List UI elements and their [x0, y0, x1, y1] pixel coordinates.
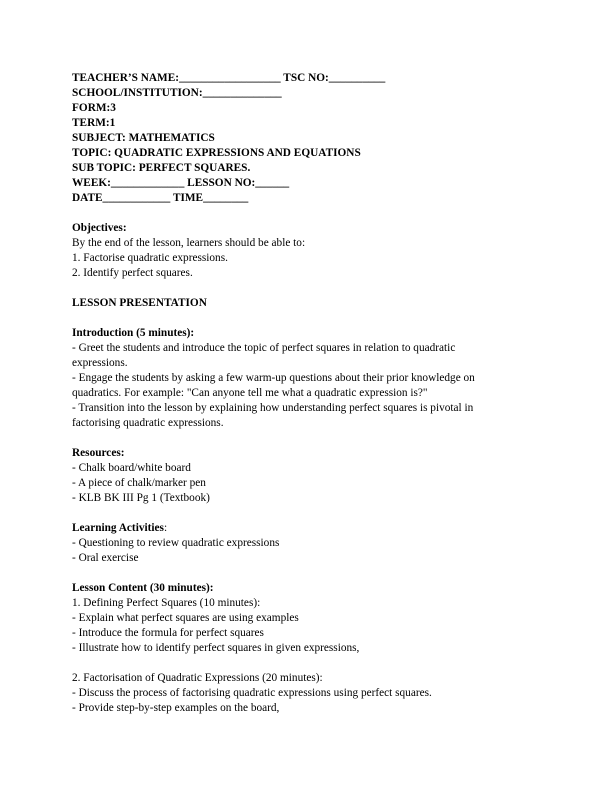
lesson-plan-document — [72, 71, 542, 731]
learning-activities-line: - Oral exercise — [72, 552, 139, 564]
subject-line: SUBJECT: MATHEMATICS — [72, 132, 215, 144]
introduction-line: - Greet the students and introduce the topic of perfect squares in relation to quadratic — [72, 342, 456, 354]
lesson-content-section — [72, 581, 542, 656]
lesson-content-line: - Discuss the process of factorising quadratic expressions using perfect squares. — [72, 687, 432, 699]
learning-activities-line: - Questioning to review quadratic expressions — [72, 537, 280, 549]
term-line: TERM:1 — [72, 117, 116, 129]
learning-activities-heading-row — [72, 521, 542, 536]
week-line: WEEK:_____________ LESSON NO:______ — [72, 177, 290, 189]
introduction-section — [72, 326, 542, 431]
learning-activities-section — [72, 521, 542, 566]
lesson-content-part2 — [72, 671, 542, 716]
resources-line: - Chalk board/white board — [72, 462, 191, 474]
introduction-line: - Transition into the lesson by explaining how understanding perfect squares is pivotal in — [72, 402, 474, 414]
date-line: DATE____________ TIME________ — [72, 192, 249, 204]
form-line: FORM:3 — [72, 102, 116, 114]
introduction-line: quadratics. For example: "Can anyone tell me what a quadratic expression is?" — [72, 387, 428, 399]
learning-activities-heading: Learning Activities — [72, 522, 164, 534]
introduction-line: factorising quadratic expressions. — [72, 417, 224, 429]
subtopic-line: SUB TOPIC: PERFECT SQUARES. — [72, 162, 251, 174]
lesson-content-line: - Introduce the formula for perfect squares — [72, 627, 264, 639]
objectives-line: By the end of the lesson, learners should be able to: — [72, 237, 306, 249]
lesson-content-line: 2. Factorisation of Quadratic Expressions (20 minutes): — [72, 672, 323, 684]
lesson-content-line: - Illustrate how to identify perfect squares in given expressions, — [72, 642, 360, 654]
introduction-heading: Introduction (5 minutes): — [72, 327, 195, 339]
objectives-line: 2. Identify perfect squares. — [72, 267, 193, 279]
lesson-content-line: - Explain what perfect squares are using examples — [72, 612, 299, 624]
lesson-content-line: - Provide step-by-step examples on the board, — [72, 702, 280, 714]
teacher-name-line: TEACHER’S NAME:__________________ TSC NO:__________ — [72, 72, 386, 84]
objectives-heading: Objectives: — [72, 222, 127, 234]
lesson-content-line: 1. Defining Perfect Squares (10 minutes): — [72, 597, 261, 609]
school-line: SCHOOL/INSTITUTION:______________ — [72, 87, 282, 99]
topic-line: TOPIC: QUADRATIC EXPRESSIONS AND EQUATIONS — [72, 147, 361, 159]
resources-line: - KLB BK III Pg 1 (Textbook) — [72, 492, 210, 504]
lesson-presentation-heading: LESSON PRESENTATION — [72, 297, 207, 309]
header-block — [72, 71, 542, 206]
objectives-section — [72, 221, 542, 281]
introduction-line: - Engage the students by asking a few warm-up questions about their prior knowledge on — [72, 372, 475, 384]
lesson-content-heading: Lesson Content (30 minutes): — [72, 582, 214, 594]
resources-section — [72, 446, 542, 506]
introduction-line: expressions. — [72, 357, 128, 369]
learning-activities-colon: : — [163, 522, 168, 534]
resources-heading: Resources: — [72, 447, 125, 459]
resources-line: - A piece of chalk/marker pen — [72, 477, 206, 489]
objectives-line: 1. Factorise quadratic expressions. — [72, 252, 228, 264]
